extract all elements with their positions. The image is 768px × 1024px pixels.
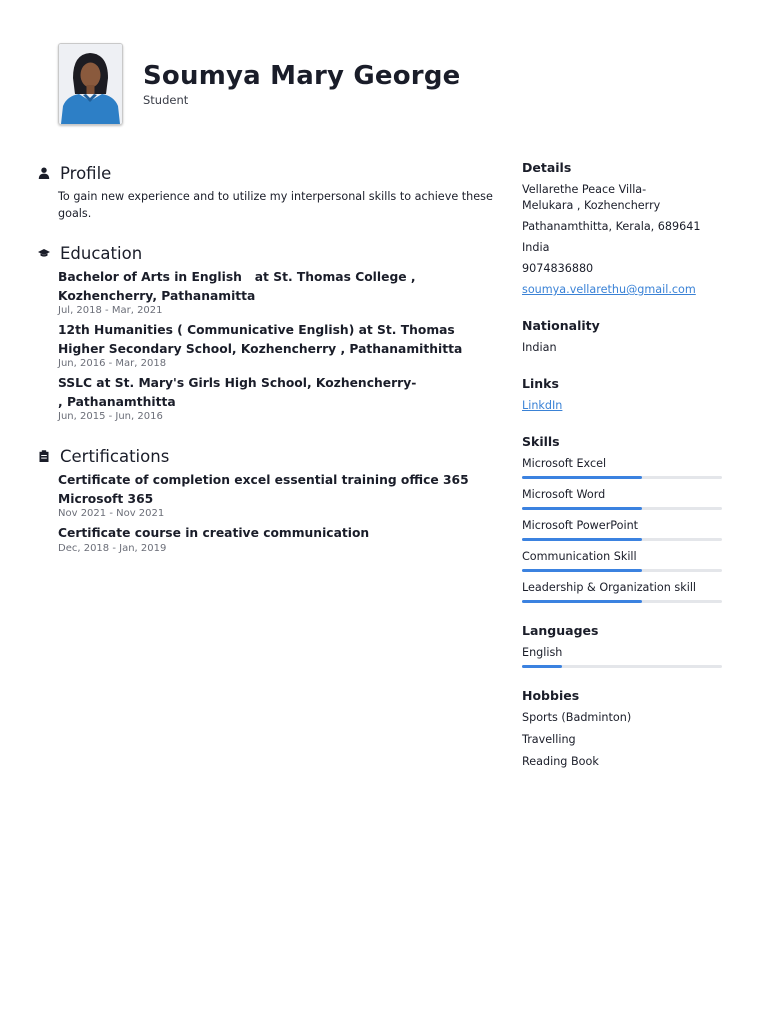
skill-level-fill bbox=[522, 507, 642, 510]
skill-item bbox=[522, 549, 722, 572]
linkedin-link[interactable]: LinkdIn bbox=[522, 399, 563, 412]
certification-item bbox=[58, 524, 496, 555]
skill-item bbox=[522, 487, 722, 510]
graduation-cap-icon bbox=[36, 247, 60, 259]
hobby-item: Travelling bbox=[522, 733, 576, 746]
hobbies-heading: Hobbies bbox=[522, 688, 580, 703]
skill-name: Microsoft PowerPoint bbox=[522, 519, 639, 532]
details-heading: Details bbox=[522, 160, 572, 175]
links-heading: Links bbox=[522, 376, 559, 391]
language-item bbox=[522, 645, 722, 668]
language-name: English bbox=[522, 646, 563, 659]
links-section bbox=[522, 376, 722, 414]
hobby-item: Sports (Badminton) bbox=[522, 711, 632, 724]
skill-level-fill bbox=[522, 538, 642, 541]
education-item bbox=[58, 374, 496, 423]
skill-name: Microsoft Word bbox=[522, 488, 606, 501]
address-line: Vellarethe Peace Villa- Melukara , Kozhencherry bbox=[522, 183, 661, 212]
education-title: Bachelor of Arts in English at St. Thomas College , Kozhencherry, Pathanamitta bbox=[58, 270, 420, 303]
phone-number: 9074836880 bbox=[522, 262, 594, 275]
profile-photo bbox=[58, 43, 123, 125]
education-section bbox=[36, 242, 496, 423]
person-photo-icon bbox=[59, 44, 122, 124]
skill-name: Leadership & Organization skill bbox=[522, 581, 697, 594]
certification-title: Certificate course in creative communication bbox=[58, 526, 370, 540]
skill-name: Microsoft Excel bbox=[522, 457, 607, 470]
skills-heading: Skills bbox=[522, 434, 560, 449]
skills-section bbox=[522, 434, 722, 603]
hobbies-section bbox=[522, 688, 722, 770]
skill-level-bar bbox=[522, 476, 722, 479]
education-date: Jun, 2015 - Jun, 2016 bbox=[58, 411, 163, 422]
profile-heading: Profile bbox=[60, 163, 112, 183]
address-country: India bbox=[522, 241, 550, 254]
email-link[interactable]: soumya.vellarethu@gmail.com bbox=[522, 283, 696, 296]
education-item bbox=[58, 268, 496, 317]
education-item bbox=[58, 321, 496, 370]
skill-item bbox=[522, 518, 722, 541]
education-title: 12th Humanities ( Communicative English) at St. Thomas Higher Secondary School, Kozhencherry , Pathanamithitta bbox=[58, 323, 463, 356]
language-level-bar bbox=[522, 665, 722, 668]
skill-level-fill bbox=[522, 600, 642, 603]
education-heading: Education bbox=[60, 243, 143, 263]
education-header bbox=[36, 242, 496, 264]
profile-section bbox=[36, 162, 496, 222]
skill-item bbox=[522, 580, 722, 603]
profile-text: To gain new experience and to utilize my interpersonal skills to achieve these goals. bbox=[58, 190, 493, 220]
skill-item bbox=[522, 456, 722, 479]
certification-date: Nov 2021 - Nov 2021 bbox=[58, 508, 165, 519]
skill-level-bar bbox=[522, 600, 722, 603]
skill-level-fill bbox=[522, 569, 642, 572]
candidate-title: Student bbox=[143, 93, 189, 107]
user-icon bbox=[36, 167, 60, 179]
nationality-heading: Nationality bbox=[522, 318, 600, 333]
certifications-header bbox=[36, 445, 496, 467]
languages-section bbox=[522, 623, 722, 668]
candidate-name: Soumya Mary George bbox=[143, 61, 461, 91]
language-level-fill bbox=[522, 665, 562, 668]
certifications-heading: Certifications bbox=[60, 446, 170, 466]
certification-title: Certificate of completion excel essential training office 365 Microsoft 365 bbox=[58, 473, 473, 506]
certification-item bbox=[58, 471, 496, 520]
clipboard-icon bbox=[36, 450, 60, 462]
left-column bbox=[36, 162, 496, 559]
skill-level-fill bbox=[522, 476, 642, 479]
education-title: SSLC at St. Mary's Girls High School, Kozhencherry- , Pathanamthitta bbox=[58, 376, 417, 409]
languages-heading: Languages bbox=[522, 623, 599, 638]
education-date: Jun, 2016 - Mar, 2018 bbox=[58, 358, 167, 369]
skill-level-bar bbox=[522, 569, 722, 572]
details-section bbox=[522, 160, 722, 298]
skill-name: Communication Skill bbox=[522, 550, 637, 563]
nationality-section bbox=[522, 318, 722, 356]
hobby-item: Reading Book bbox=[522, 755, 599, 768]
skill-level-bar bbox=[522, 538, 722, 541]
certification-date: Dec, 2018 - Jan, 2019 bbox=[58, 542, 167, 554]
right-column bbox=[522, 160, 722, 790]
address-city: Pathanamthitta, Kerala, 689641 bbox=[522, 220, 701, 233]
nationality-value: Indian bbox=[522, 341, 557, 354]
certifications-section bbox=[36, 445, 496, 555]
education-date: Jul, 2018 - Mar, 2021 bbox=[58, 305, 163, 316]
skill-level-bar bbox=[522, 507, 722, 510]
profile-header bbox=[36, 162, 496, 184]
